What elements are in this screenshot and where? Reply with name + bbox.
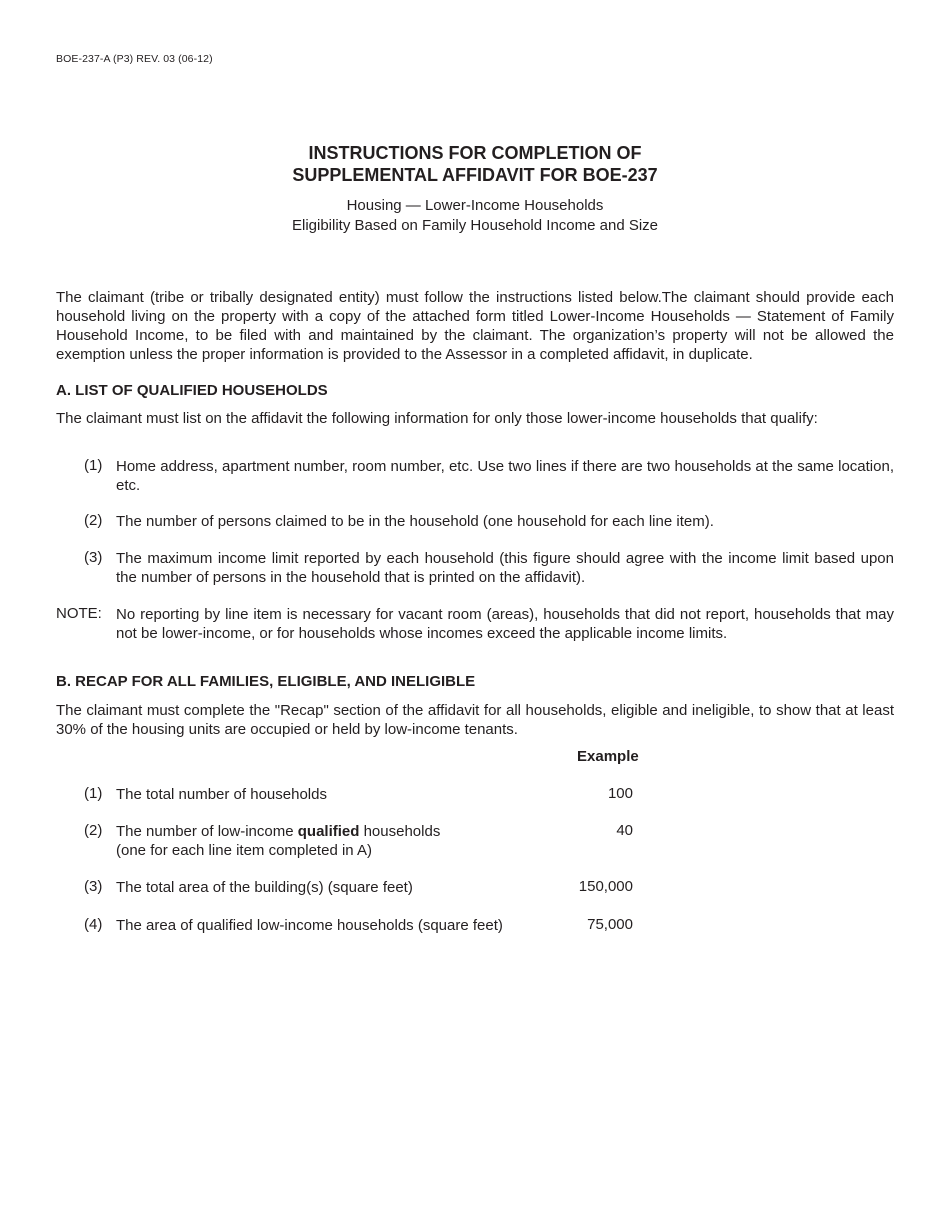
recap-text-part: households (359, 823, 441, 840)
page-title-line2: SUPPLEMENTAL AFFIDAVIT FOR BOE-237 (292, 165, 658, 185)
page-title-line1: INSTRUCTIONS FOR COMPLETION OF (308, 143, 642, 163)
section-b-heading: B. RECAP FOR ALL FAMILIES, ELIGIBLE, AND INELIGIBLE (56, 673, 476, 690)
section-b-intro: The claimant must complete the "Recap" section of the affidavit for all households, eligible and ineligible, to show that at least 30% of the housing units are occupied or held by low-income tenants. (56, 702, 894, 738)
title-block (0, 142, 950, 236)
intro-paragraph: The claimant (tribe or tribally designated entity) must follow the instructions listed below.The claimant should provide each household living on the property with a copy of the attached form titled Lower-Income Households — Statement of Family Household Income, to be filed with and maintained by the claimant. The organization’s property will not be allowed the exemption unless the proper information is provided to the Assessor in a completed affidavit, in duplicate. (56, 289, 894, 363)
recap-item-number: (1) (84, 785, 103, 802)
subtitle (0, 196, 950, 236)
note-label: NOTE: (56, 605, 102, 622)
section-a-heading: A. LIST OF QUALIFIED HOUSEHOLDS (56, 382, 328, 399)
recap-item-value: 40 (616, 822, 633, 839)
recap-item-text: The total area of the building(s) (square feet) (116, 879, 413, 896)
recap-item-value: 100 (607, 785, 633, 802)
recap-item-text: The area of qualified low-income households (square feet) (116, 917, 503, 934)
list-item-number: (2) (84, 512, 103, 529)
recap-item-number: (3) (84, 878, 103, 895)
recap-item-text-line2: (one for each line item completed in A) (116, 842, 372, 859)
recap-text-bold: qualified (297, 823, 360, 840)
form-id: BOE-237-A (P3) REV. 03 (06-12) (56, 53, 213, 65)
subtitle-line2: Eligibility Based on Family Household Income and Size (291, 217, 659, 234)
section-a-intro: The claimant must list on the affidavit the following information for only those lower-income households that qualify: (56, 410, 818, 427)
list-item-number: (3) (84, 549, 103, 566)
recap-item-number: (2) (84, 822, 103, 839)
list-item-text: Home address, apartment number, room number, etc. Use two lines if there are two households at the same location, etc. (116, 458, 894, 494)
list-item-text: The maximum income limit reported by each household (this figure should agree with the income limit based upon the number of persons in the household that is printed on the affidavit). (116, 550, 894, 586)
recap-item-number: (4) (84, 916, 103, 933)
recap-item-text-line1 (116, 822, 440, 841)
list-item-number: (1) (84, 457, 103, 474)
recap-item-text: The total number of households (116, 786, 327, 803)
list-item-text: The number of persons claimed to be in the household (one household for each line item). (116, 513, 714, 530)
recap-item-value: 150,000 (578, 878, 633, 895)
recap-item-text (116, 822, 440, 860)
recap-text-part: The number of low-income (116, 823, 298, 840)
example-column-header: Example (577, 748, 639, 765)
note-text: No reporting by line item is necessary for vacant room (areas), households that did not report, households that may not be lower-income, or for households whose incomes exceed the applicable income limits. (116, 606, 894, 642)
subtitle-line1: Housing — Lower-Income Households (346, 197, 604, 214)
recap-item-value: 75,000 (587, 916, 633, 933)
